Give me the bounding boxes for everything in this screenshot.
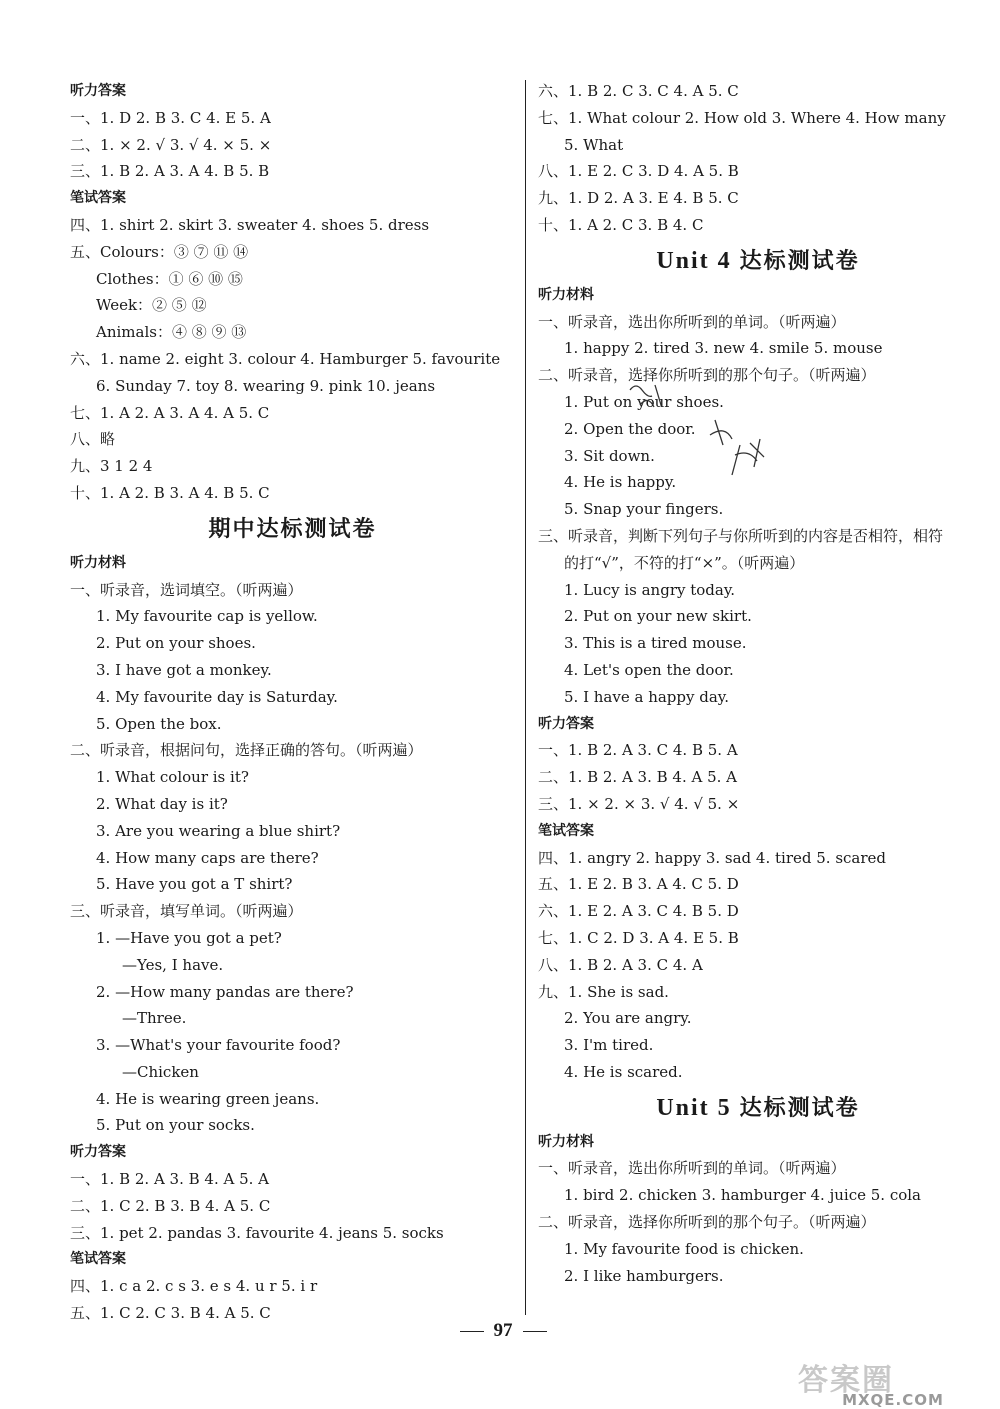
text-line: 4. How many caps are there? [96,848,319,867]
text-line: 六、1. name 2. eight 3. colour 4. Hamburger 5. favourite [70,349,501,368]
text-line: 3. Are you wearing a blue shirt? [96,821,341,840]
site-watermark [798,1355,988,1407]
text-line: 八、1. B 2. A 3. C 4. A [538,955,703,974]
text-line: 5. I have a happy day. [564,687,730,706]
section-heading: 期中达标测试卷 [208,515,377,542]
text-line: 九、3 1 2 4 [70,457,153,476]
text-line: —Chicken [122,1062,199,1081]
subsection-label: 听力答案 [70,1144,126,1161]
text-line: 1. —Have you got a pet? [96,928,282,947]
subsection-label: 听力材料 [538,1133,594,1150]
handwritten-scribble [620,375,800,485]
subsection-label: 笔试答案 [70,190,126,207]
text-line: 四、1. shirt 2. skirt 3. sweater 4. shoes 5. dress [70,215,430,234]
subsection-label: 听力材料 [70,554,126,571]
text-line: 的打“√”，不符的打“×”。（听两遍） [564,553,805,572]
text-line: 一、1. B 2. A 3. C 4. B 5. A [538,741,738,760]
text-line: 五、1. E 2. B 3. A 4. C 5. D [538,875,739,894]
text-line: 八、略 [70,430,116,449]
text-line: 一、听录音，选出你所听到的单词。（听两遍） [538,312,846,331]
text-line: 2. What day is it? [96,794,228,813]
text-line: 七、1. C 2. D 3. A 4. E 5. B [538,928,739,947]
watermark-url: MXQE.COM [842,1391,944,1409]
text-line: 三、听录音，判断下列句子与你所听到的内容是否相符，相符 [538,526,944,545]
text-line: 七、1. What colour 2. How old 3. Where 4. How many [538,108,946,127]
text-line: 6. Sunday 7. toy 8. wearing 9. pink 10. jeans [96,376,436,395]
text-line: 八、1. E 2. C 3. D 4. A 5. B [538,162,739,181]
text-line: 一、听录音，选词填空。（听两遍） [70,580,303,599]
text-line: 2. Open the door. [564,419,696,438]
text-line: 三、1. × 2. × 3. √ 4. √ 5. × [538,794,740,813]
subsection-label: 笔试答案 [70,1251,126,1268]
text-line: 4. Let's open the door. [564,660,734,679]
text-line: 5. Have you got a T shirt? [96,875,293,894]
text-line: 5. Snap your fingers. [564,500,724,519]
text-line: 3. This is a tired mouse. [564,634,747,653]
text-line: 二、听录音，选择你所听到的那个句子。（听两遍） [538,366,876,385]
text-line: 3. I have got a monkey. [96,660,272,679]
subsection-label: 笔试答案 [538,822,594,839]
text-line: 六、1. B 2. C 3. C 4. A 5. C [538,82,739,100]
text-line: 三、1. B 2. A 3. A 4. B 5. B [70,162,270,181]
text-line: Clothes：① ⑥ ⑩ ⑮ [96,269,243,288]
text-line: 2. You are angry. [564,1009,692,1028]
subsection-label: 听力答案 [70,83,126,99]
text-line: 四、1. c a 2. c s 3. e s 4. u r 5. i r [70,1277,318,1296]
text-line: 三、听录音，填写单词。（听两遍） [70,902,303,921]
text-line: 1. My favourite food is chicken. [564,1239,804,1258]
right-column [538,78,978,1289]
page-number: 97 [448,1320,558,1342]
text-line: 2. Put on your new skirt. [564,607,752,626]
column-divider [525,80,526,1315]
text-line: 3. —What's your favourite food? [96,1036,341,1055]
text-line: 六、1. E 2. A 3. C 4. B 5. D [538,902,739,921]
text-line: 1. Put on your shoes. [564,392,724,411]
text-line: 4. He is happy. [564,473,677,492]
text-line: 5. What [564,135,624,154]
text-line: 1. My favourite cap is yellow. [96,607,318,626]
text-line: 3. Sit down. [564,446,655,465]
subsection-label: 听力答案 [538,715,594,732]
text-line: 5. Put on your socks. [96,1116,255,1135]
section-heading: Unit 4 达标测试卷 [656,247,860,274]
text-line: 五、Colours：③ ⑦ ⑪ ⑭ [70,242,249,261]
text-line: 二、听录音，根据问句，选择正确的答句。（听两遍） [70,741,423,760]
watermark-logo: 答案圈 [798,1363,894,1398]
text-line: 2. —How many pandas are there? [96,982,354,1001]
left-column [70,78,515,1327]
text-line: 十、1. A 2. B 3. A 4. B 5. C [70,483,270,502]
text-line: 1. happy 2. tired 3. new 4. smile 5. mouse [564,339,883,358]
text-line: 5. Open the box. [96,714,222,733]
text-line: 2. I like hamburgers. [564,1266,724,1285]
text-line: 九、1. D 2. A 3. E 4. B 5. C [538,189,739,208]
text-line: 2. Put on your shoes. [96,634,256,653]
text-line: 四、1. angry 2. happy 3. sad 4. tired 5. scared [538,848,887,867]
text-line: 1. What colour is it? [96,768,249,787]
subsection-label: 听力材料 [538,286,594,303]
text-line: 1. bird 2. chicken 3. hamburger 4. juice 5. cola [564,1186,921,1205]
text-line: 一、1. D 2. B 3. C 4. E 5. A [70,108,271,127]
text-line: 一、听录音，选出你所听到的单词。（听两遍） [538,1159,846,1178]
text-line: 三、1. pet 2. pandas 3. favourite 4. jeans 5. socks [70,1223,444,1242]
text-line: 七、1. A 2. A 3. A 4. A 5. C [70,403,270,422]
text-line: 4. He is scared. [564,1062,683,1081]
section-heading: Unit 5 达标测试卷 [656,1094,860,1121]
text-line: —Three. [122,1009,187,1028]
text-line: 五、1. C 2. C 3. B 4. A 5. C [70,1304,271,1323]
text-line: 4. My favourite day is Saturday. [96,687,338,706]
text-line: 二、1. B 2. A 3. B 4. A 5. A [538,768,738,787]
text-line: 二、1. × 2. √ 3. √ 4. × 5. × [70,135,272,154]
text-line: Animals：④ ⑧ ⑨ ⑬ [96,323,247,342]
text-line: 4. He is wearing green jeans. [96,1089,320,1108]
text-line: 1. Lucy is angry today. [564,580,736,599]
text-line: 一、1. B 2. A 3. B 4. A 5. A [70,1170,270,1189]
text-line: Week：② ⑤ ⑫ [96,296,207,315]
text-line: 二、听录音，选择你所听到的那个句子。（听两遍） [538,1213,876,1232]
text-line: 二、1. C 2. B 3. B 4. A 5. C [70,1196,271,1215]
text-line: 十、1. A 2. C 3. B 4. C [538,215,704,234]
text-line: 3. I'm tired. [564,1036,654,1055]
text-line: 九、1. She is sad. [538,982,669,1001]
text-line: —Yes, I have. [122,955,224,974]
